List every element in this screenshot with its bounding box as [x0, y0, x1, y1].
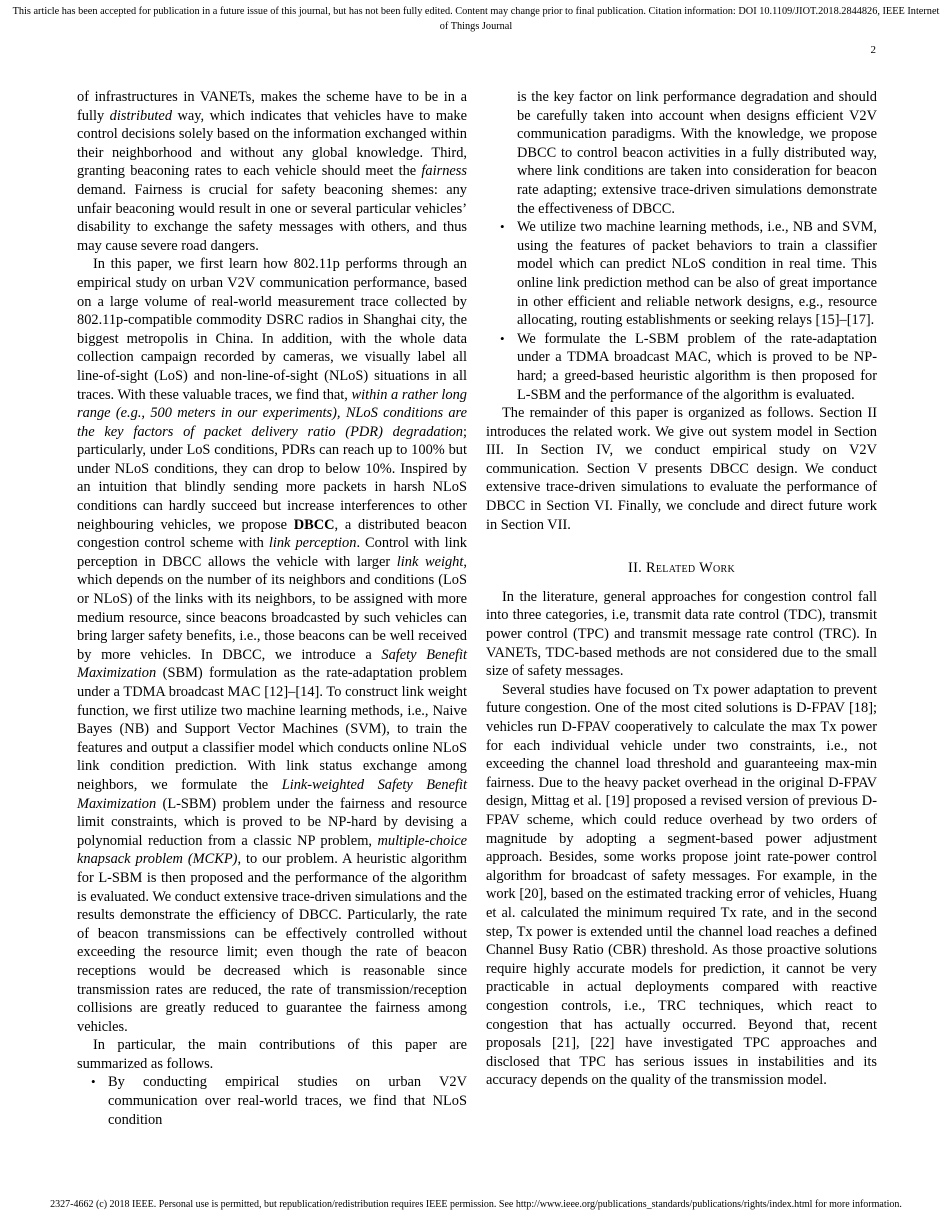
paragraph-continued: of infrastructures in VANETs, makes the scheme have to be in a fully distributed way, which indicates that vehicles have to make control decisions solely based on the information exchanged within their neighborhood and without any global knowledge. Third, granting beaconing rates to each vehicle should meet the fairness demand. Fairness is crucial for safety beaconing shemes: any unfair beaconing would result in one or several particular vehicles’ disability to exchange the safety messages with others, and thus may cause severe road dangers.: [77, 89, 468, 254]
paragraph-related-1: In the literature, general approaches for congestion control fall into three categories, i.e, transmit data rate control (TDC), transmit power control (TPC) and transmit message rate control (TRC). In VANETs, TDC-based methods are not considered due to the small size of safety messages.: [486, 588, 877, 680]
paragraph-this-paper: In this paper, we first learn how 802.11p performs through an empirical study on urban V2V communication performance, based on a large volume of real-world measurement trace collected by 802.11p-compatible commodity DSRC radios in Shanghai city, the biggest metropolis in China. In addition, with the whole data collection campaign recorded by cameras, we visually label all line-of-sight (LoS) and non-line-of-sight (NLoS) situations in all traces. With these valuable traces, we find that, within a rather long range (e.g., 500 meters in our experiments), NLoS conditions are the key factors of packet delivery ratio (PDR) degradation; particularly, under LoS conditions, PDRs can reach up to 100% but under NLoS conditions, they can drop to below 10%. Inspired by an intuition that blindly sending more packets in harsh NLoS conditions can hardly succeed but increase interferences to other neighbouring vehicles, we propose DBCC, a distributed beacon congestion control scheme with link perception. Control with link perception in DBCC allows the vehicle with larger link weight, which depends on the number of its neighbors and conditions (LoS or NLoS) of the links with its neighbors, to be assigned with more medium resource, since beacons broadcasted by such vehicles can bring larger safety benefits, i.e., those beacons can be well received by more vehicles. In DBCC, we introduce a Safety Benefit Maximization (SBM) formulation as the rate-adaptation problem under a TDMA broadcast MAC [12]–[14]. To construct link weight function, we first utilize two machine learning methods, i.e., Naive Bayes (NB) and Support Vector Machines (SVM), to train the features and output a classifier model which conducts online NLoS link condition prediction. With link status exchange among neighbors, we formulate the Link-weighted Safety Benefit Maximization (L-SBM) problem under the fairness and resource limit constraints, which is proved to be NP-hard by devising a polynomial reduction from a classic NP problem, multiple-choice knapsack problem (MCKP), to our problem. A heuristic algorithm for L-SBM is then proposed and the performance of the algorithm is evaluated. We conduct extensive trace-driven simulations and the results demonstrate the efficiency of DBCC. Particularly, the rate of beacon transmissions can be effectively controlled without exceeding the resource limit; even though the rate of beacon receptions would be decreased which is reasonable since transmission rates are reduced, the rate of transmission/reception collisions are greatly reduced to guarantee the fairness among vehicles.: [77, 256, 468, 1035]
list-item: • We formulate the L-SBM problem of the rate-adaptation under a TDMA broadcast MAC, which is proved to be NP-hard; a greed-based heuristic algorithm is then proposed for L-SBM and the performance of the algorithm is evaluated.: [500, 330, 877, 403]
contribution-list: [77, 1073, 467, 1129]
right-column: [486, 88, 877, 1090]
citation-banner: This article has been accepted for publication in a future issue of this journal, but has not been fully edited. Content may change prior to final publication. Citation information: DOI 10.1109/JIOT.2018.2844826, IEEE Internet of Things Journal: [12, 6, 940, 32]
section-heading: II. Related Work: [627, 560, 735, 577]
paragraph-related-2: Several studies have focused on Tx power adaptation to prevent future congestion. One of the most cited solutions is D-FPAV [18]; vehicles run D-FPAV cooperatively to calculate the max Tx power for each individual vehicle under two constraints, i.e., not exceeding the channel load threshold and guaranteeing max-min fairness. Due to the heavy packet overhead in the original D-FPAV design, Mittag et al. [19] proposed a revised version of previous D-FPAV scheme, which could reduce overhead by two orders of magnitude by adopting a segment-based power adjustment approach. Besides, some works propose joint rate-power control algorithm for broadcast of safety messages. For example, in the work [20], based on the estimated tracking error of vehicles, Huang et al. calculated the minimum required Tx rate, and in the second step, Tx power is extended until the channel load reaches a defined Channel Busy Ratio (CBR) threshold. As those proactive solutions require highly accurate models for prediction, it cannot be very practicable in actual deployments compared with reactive congestion controls, i.e., TRC techniques, which react to congestion that has actually occurred. Beyond that, recent proposals [21], [22] have investigated TPC approaches and disclosed that TPC has serious issues in instabilities and its accuracy depends on the quality of the transmission model.: [486, 681, 877, 1089]
bullet-icon: •: [500, 219, 505, 235]
left-column: [77, 88, 467, 1129]
copyright-footer: 2327-4662 (c) 2018 IEEE. Personal use is permitted, but republication/redistribution requires IEEE permission. See http://www.ieee.org/publications_standards/publications/rights/index.html for more information.: [50, 1199, 902, 1210]
page-number: 2: [870, 44, 876, 56]
paragraph-contributions-intro: In particular, the main contributions of this paper are summarized as follows.: [77, 1037, 467, 1072]
contribution-list-continued: [486, 88, 877, 404]
bullet-icon: •: [500, 330, 505, 346]
paragraph-organization: The remainder of this paper is organized as follows. Section II introduces the related work. We give out system model in Section III. In Section IV, we conduct empirical study on V2V communication. Section V presents DBCC design. We conduct extensive trace-driven simulations to evaluate the performance of DBCC in Section VI. Finally, we conclude and direct future work in Section VII.: [486, 405, 877, 533]
list-item: • We utilize two machine learning methods, i.e., NB and SVM, using the features of packet behaviors to train a classifier model which can predict NLoS condition in real time. This online link prediction method can be also of great importance in other efficient and reliable network designs, e.g., resource allocating, routing establishments or seeking relays [15]–[17].: [500, 219, 877, 329]
list-item: is the key factor on link performance degradation and should be carefully taken into account when designs efficient V2V communication paradigms. With the knowledge, we propose DBCC to control beacon activities in a fully distributed way, where link conditions are taken into consideration for beacon rate adapting; extensive trace-driven simulations demonstrate the effectiveness of DBCC.: [517, 89, 877, 217]
bullet-icon: •: [91, 1074, 96, 1090]
list-item: • By conducting empirical studies on urban V2V communication over real-world traces, we find that NLoS condition: [91, 1074, 467, 1128]
